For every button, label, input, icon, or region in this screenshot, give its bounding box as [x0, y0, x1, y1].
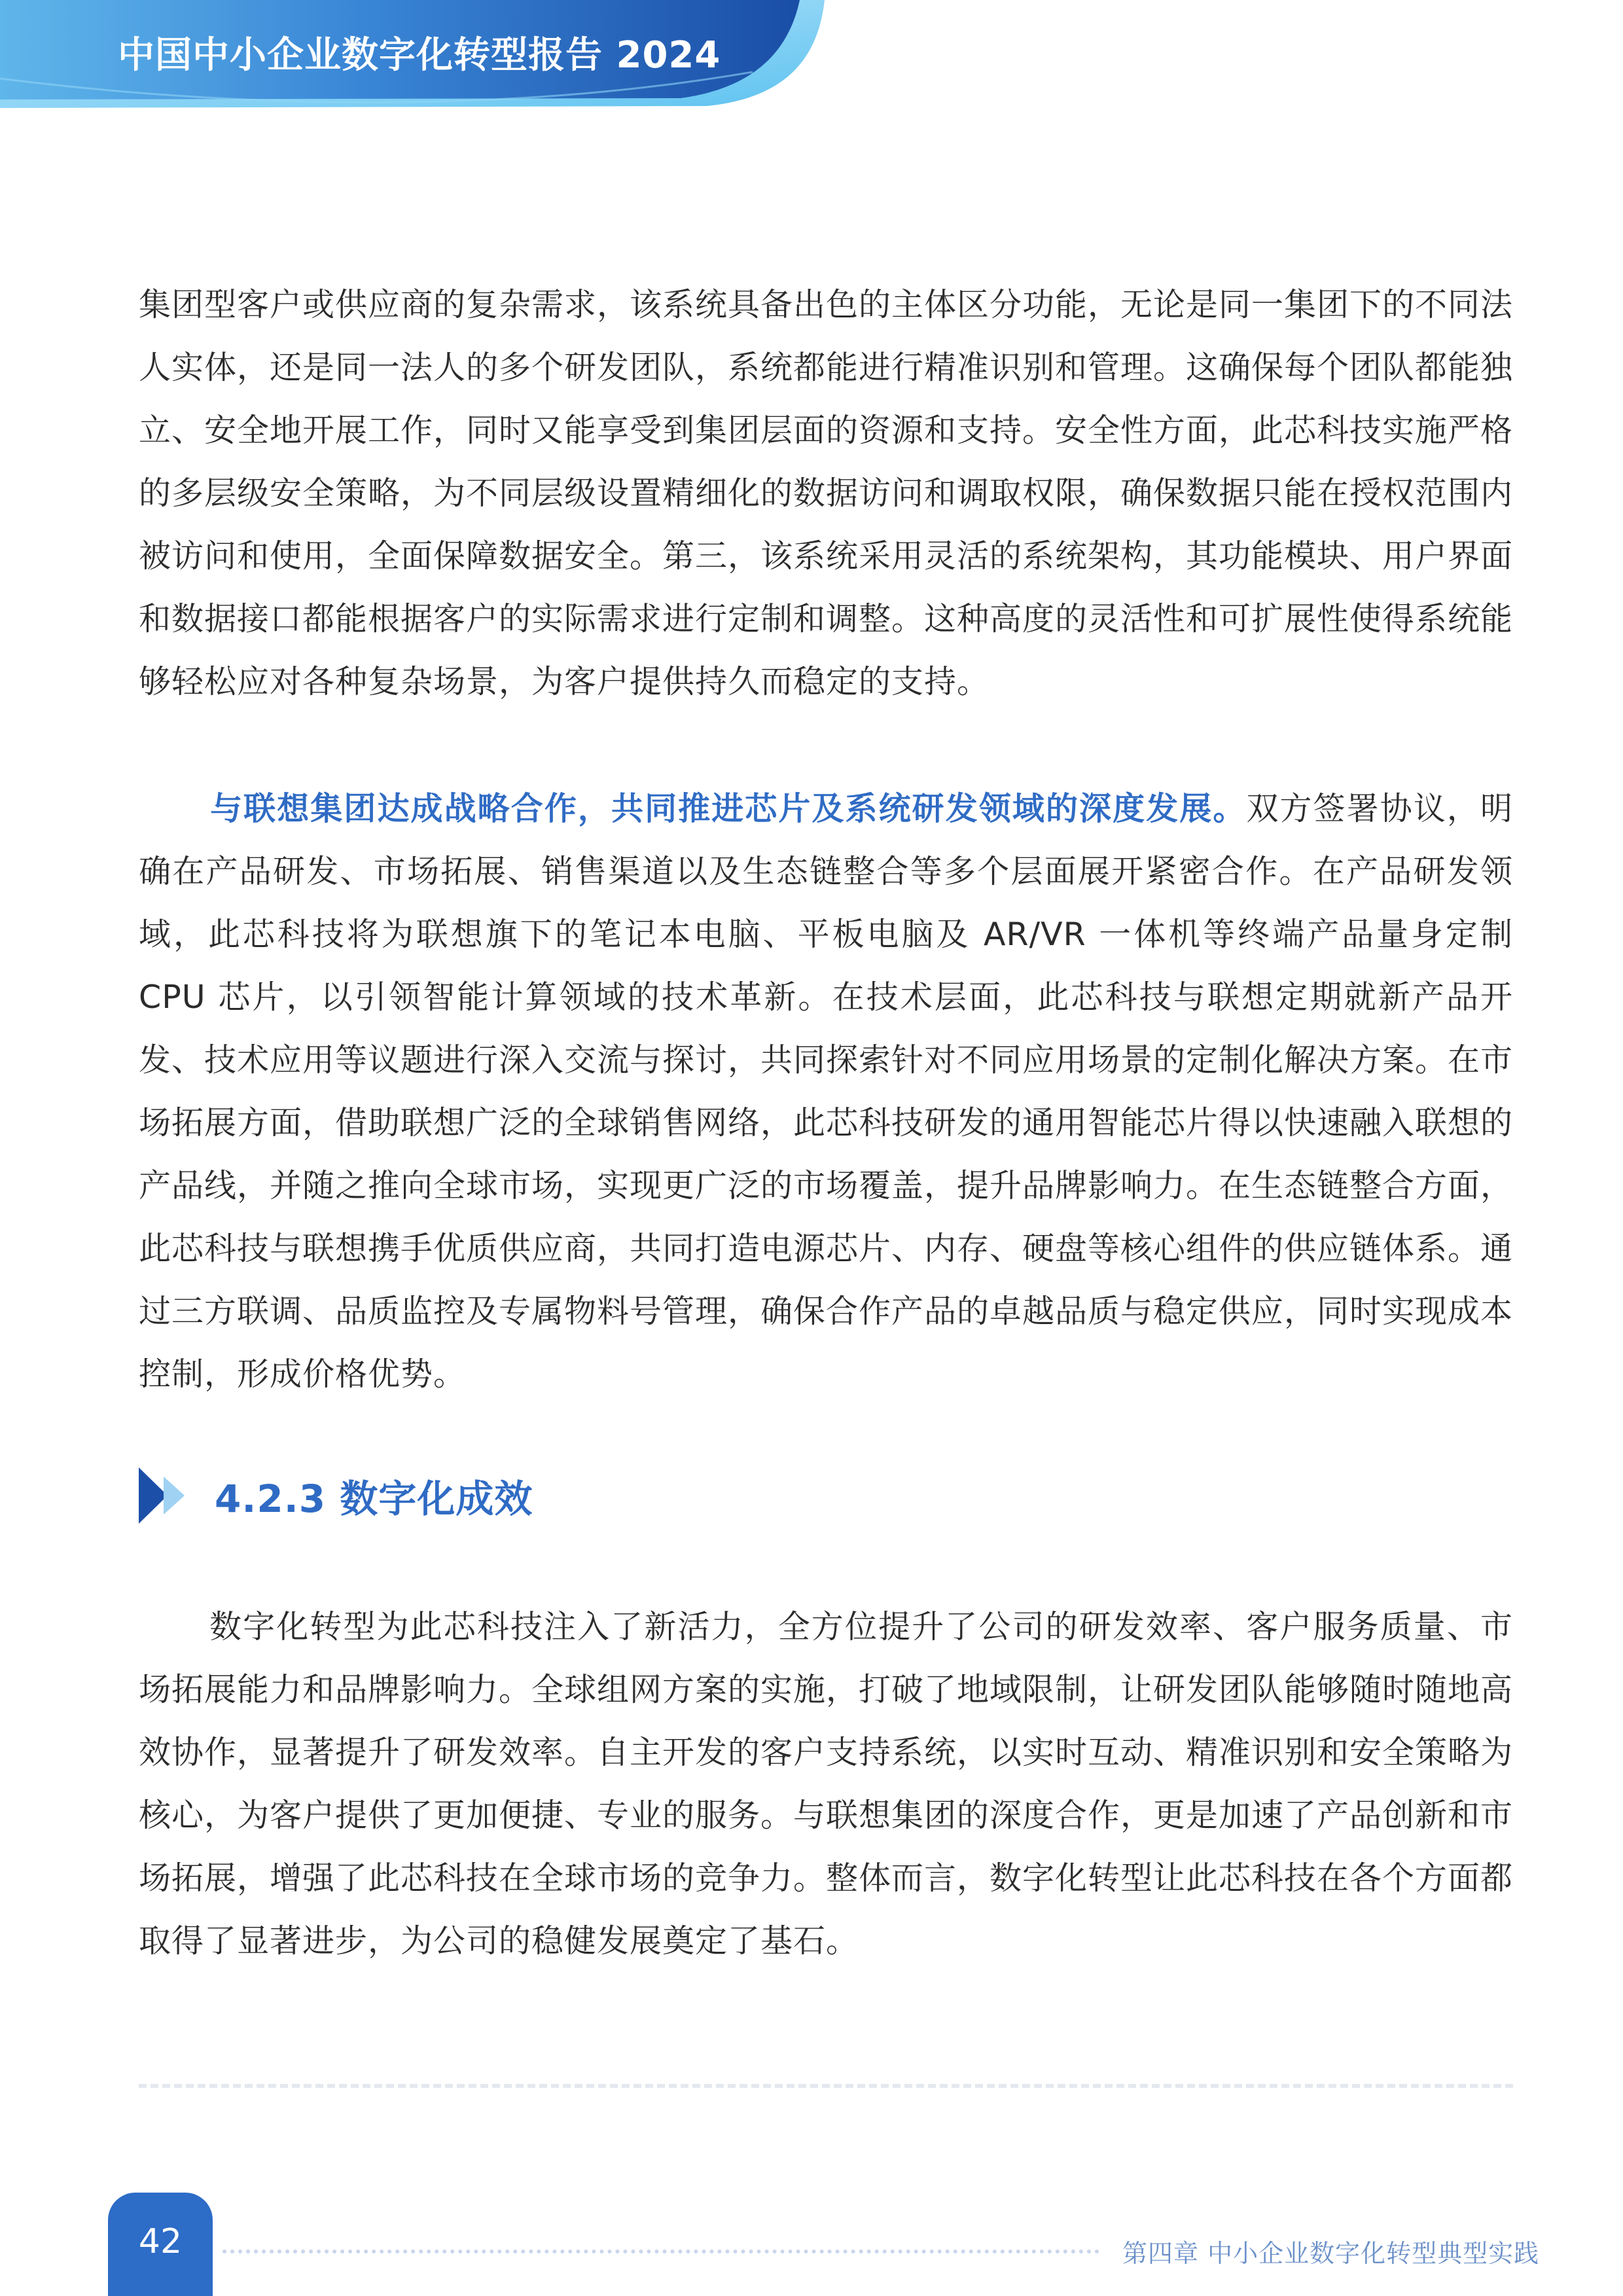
paragraph-text: 集团型客户或供应商的复杂需求，该系统具备出色的主体区分功能，无论是同一集团下的不同法人实体，还是同一法人的多个研发团队，系统都能进行精准识别和管理。这确保每个团队都能独立、安全地开展工作，同时又能享受到集团层面的资源和支持。安全性方面，此芯科技实施严格的多层级安全策略，为不同层级设置精细化的数据访问和调取权限，确保数据只能在授权范围内被访问和使用，全面保障数据安全。第三，该系统采用灵活的系统架构，其功能模块、用户界面和数据接口都能根据客户的实际需求进行定制和调整。这种高度的灵活性和可扩展性使得系统能够轻松应对各种复杂场景，为客户提供持久而稳定的支持。 [139, 286, 1514, 700]
section-heading [139, 1466, 533, 1525]
body-paragraph-2 [139, 778, 1513, 1406]
report-title: 中国中小企业数字化转型报告 2024 [118, 34, 721, 77]
double-chevron-icon [139, 1467, 202, 1524]
body-paragraph-3 [139, 1596, 1513, 1973]
body-paragraph-1 [139, 274, 1513, 713]
footer-chapter-title: 第四章 中小企业数字化转型典型实践 [1122, 2239, 1540, 2268]
footer-dotted-line [223, 2250, 1099, 2253]
section-title: 4.2.3 数字化成效 [215, 1477, 533, 1521]
paragraph-rest: 双方签署协议，明确在产品研发、市场拓展、销售渠道以及生态链整合等多个层面展开紧密合作。在产品研发领域，此芯科技将为联想旗下的笔记本电脑、平板电脑及 AR/VR 一体机等终端产品量身定制 CPU 芯片，以引领智能计算领域的技术革新。在技术层面，此芯科技与联想定期就新产品开发、技术应用等议题进行深入交流与探讨，共同探索针对不同应用场景的定制化解决方案。在市场拓展方面，借助联想广泛的全球销售网络，此芯科技研发的通用智能芯片得以快速融入联想的产品线，并随之推向全球市场，实现更广泛的市场覆盖，提升品牌影响力。在生态链整合方面，此芯科技与联想携手优质供应商，共同打造电源芯片、内存、硬盘等核心组件的供应链体系。通过三方联调、品质监控及专属物料号管理，确保合作产品的卓越品质与稳定供应，同时实现成本控制，形成价格优势。 [139, 790, 1514, 1393]
paragraph-text [139, 778, 1513, 1406]
paragraph-text: 数字化转型为此芯科技注入了新活力，全方位提升了公司的研发效率、客户服务质量、市场拓展能力和品牌影响力。全球组网方案的实施，打破了地域限制，让研发团队能够随时随地高效协作，显著提升了研发效率。自主开发的客户支持系统，以实时互动、精准识别和安全策略为核心，为客户提供了更加便捷、专业的服务。与联想集团的深度合作，更是加速了产品创新和市场拓展，增强了此芯科技在全球市场的竞争力。整体而言，数字化转型让此芯科技在各个方面都取得了显著进步，为公司的稳健发展奠定了基石。 [139, 1608, 1514, 1960]
dashed-divider [139, 2084, 1513, 2088]
page-number: 42 [108, 2193, 213, 2296]
highlighted-lead-sentence: 与联想集团达成战略合作，共同推进芯片及系统研发领域的深度发展。 [209, 790, 1247, 827]
